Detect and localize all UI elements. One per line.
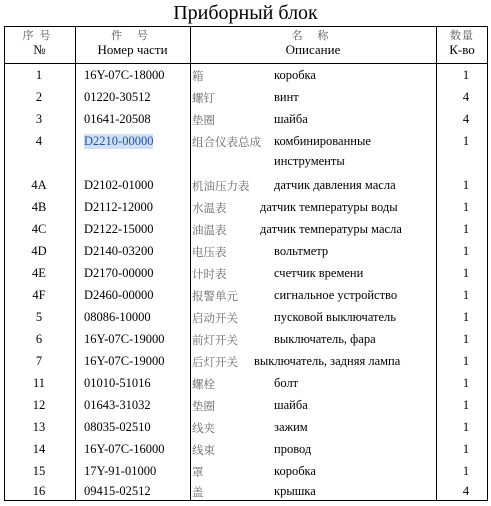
header-part-ru: Номер части	[97, 42, 168, 57]
header-qty	[436, 29, 488, 57]
row-no: 15	[32, 464, 46, 478]
row-name-cn: 螺钉	[192, 93, 215, 105]
row-qty: 1	[462, 398, 470, 412]
row-name-cn: 盖	[192, 487, 204, 499]
header-bottom-rule	[4, 63, 488, 64]
row-description: датчик температуры воды	[260, 200, 398, 214]
parts-table	[4, 26, 488, 506]
row-description: комбинированные	[274, 134, 371, 148]
row-part-number: D2112-12000	[84, 200, 153, 214]
row-part-number: 16Y-07C-19000	[84, 332, 165, 346]
row-description-continued: инструменты	[274, 154, 345, 168]
row-no: 7	[35, 354, 43, 368]
row-description: зажим	[274, 420, 308, 434]
row-description: коробка	[274, 68, 316, 82]
row-description: винт	[274, 90, 299, 104]
row-part-number: 16Y-07C-19000	[84, 354, 165, 368]
row-name-cn: 油温表	[192, 225, 227, 237]
row-description: вольтметр	[274, 244, 329, 258]
row-part-number-highlighted[interactable]: D2210-00000	[84, 134, 154, 148]
row-description: крышка	[274, 484, 316, 498]
table-row	[4, 374, 488, 396]
row-qty: 1	[462, 244, 470, 258]
row-name-cn: 线夹	[192, 423, 215, 435]
row-qty: 1	[462, 266, 470, 280]
row-qty: 1	[462, 464, 470, 478]
row-name-cn: 后灯开关	[192, 357, 238, 369]
row-description: выключатель, фара	[274, 332, 376, 346]
row-name-cn: 螺栓	[192, 379, 215, 391]
row-qty: 1	[462, 332, 470, 346]
row-name-cn: 罩	[192, 467, 204, 479]
row-name-cn: 组合仪表总成	[192, 137, 261, 149]
row-description: пусковой выключатель	[274, 310, 396, 324]
row-no: 16	[32, 484, 46, 498]
row-description: сигнальное устройство	[274, 288, 398, 302]
row-description: выключатель, задняя лампа	[254, 354, 401, 368]
row-no: 2	[35, 90, 43, 104]
row-no: 4A	[31, 178, 47, 192]
row-part-number: 01641-20508	[84, 112, 151, 126]
row-no: 4E	[32, 266, 46, 280]
table-row	[4, 396, 488, 418]
row-part-number: 01010-51016	[84, 376, 151, 390]
row-name-cn: 机油压力表	[192, 181, 250, 193]
table-row	[4, 418, 488, 440]
row-qty: 1	[462, 288, 470, 302]
row-no: 5	[35, 310, 43, 324]
row-name-cn: 启动开关	[192, 313, 238, 325]
table-row	[4, 66, 488, 88]
table-top-rule	[4, 26, 488, 27]
row-no: 3	[35, 112, 43, 126]
row-qty: 1	[462, 200, 470, 214]
row-part-number: 16Y-07C-16000	[84, 442, 165, 456]
row-no: 4C	[31, 222, 47, 236]
row-qty: 4	[462, 112, 470, 126]
table-row	[4, 482, 488, 504]
row-qty: 4	[462, 90, 470, 104]
row-description: шайба	[274, 398, 308, 412]
row-qty: 1	[462, 178, 470, 192]
table-row	[4, 176, 488, 198]
row-part-number: D2140-03200	[84, 244, 154, 258]
row-description: датчик давления масла	[274, 178, 396, 192]
table-row	[4, 220, 488, 242]
row-part-number: 08086-10000	[84, 310, 151, 324]
table-row	[4, 330, 488, 352]
row-no: 4B	[31, 200, 47, 214]
header-no-cn: 序号	[22, 30, 57, 42]
row-description: коробка	[274, 464, 316, 478]
row-name-cn: 报警单元	[192, 291, 238, 303]
row-no: 13	[32, 420, 46, 434]
row-no: 4	[35, 134, 43, 148]
row-part-number: D2460-00000	[84, 288, 154, 302]
table-row	[4, 440, 488, 462]
row-part-number: 09415-02512	[84, 484, 151, 498]
row-description: болт	[274, 376, 299, 390]
row-qty: 1	[462, 420, 470, 434]
row-no: 12	[32, 398, 46, 412]
row-description: счетчик времени	[274, 266, 364, 280]
row-qty: 1	[462, 354, 470, 368]
table-row	[4, 88, 488, 110]
row-part-number: 08035-02510	[84, 420, 151, 434]
row-part-number: 01643-31032	[84, 398, 151, 412]
row-no: 4F	[32, 288, 46, 302]
row-part-number: 16Y-07C-18000	[84, 68, 165, 82]
header-part-cn: 件 号	[111, 30, 154, 42]
row-part-number: D2170-00000	[84, 266, 154, 280]
row-description: шайба	[274, 112, 308, 126]
row-qty: 1	[462, 134, 470, 148]
table-row	[4, 198, 488, 220]
row-part-number: D2102-01000	[84, 178, 154, 192]
header-qty-cn: 数量	[450, 30, 474, 42]
table-row	[4, 286, 488, 308]
row-description: датчик температуры масла	[260, 222, 402, 236]
table-row	[4, 242, 488, 264]
row-qty: 4	[462, 484, 470, 498]
header-desc-ru: Описание	[285, 42, 341, 57]
row-part-number: D2122-15000	[84, 222, 154, 236]
header-desc	[190, 29, 436, 57]
row-name-cn: 水温表	[192, 203, 227, 215]
page-title: Приборный блок	[173, 2, 318, 24]
row-name-cn: 箱	[192, 71, 204, 83]
row-qty: 1	[462, 222, 470, 236]
header-qty-ru: К-во	[449, 42, 475, 57]
row-name-cn: 前灯开关	[192, 335, 238, 347]
row-no: 6	[35, 332, 43, 346]
row-no: 4D	[31, 244, 47, 258]
row-description: провод	[274, 442, 312, 456]
table-row	[4, 110, 488, 132]
header-desc-cn: 名 称	[291, 30, 335, 42]
table-row	[4, 264, 488, 286]
table-row	[4, 132, 488, 172]
table-row	[4, 352, 488, 374]
row-name-cn: 垫圈	[192, 401, 215, 413]
row-part-number: 17Y-91-01000	[84, 464, 157, 478]
row-part-number: 01220-30512	[84, 90, 151, 104]
row-qty: 1	[462, 442, 470, 456]
row-no: 1	[35, 68, 43, 82]
row-qty: 1	[462, 68, 470, 82]
table-row	[4, 308, 488, 330]
row-no: 11	[32, 376, 46, 390]
header-no	[4, 29, 75, 57]
header-no-ru: №	[33, 42, 46, 57]
row-name-cn: 电压表	[192, 247, 227, 259]
row-qty: 1	[462, 376, 470, 390]
row-name-cn: 计时表	[192, 269, 227, 281]
row-name-cn: 线束	[192, 445, 215, 457]
row-qty: 1	[462, 310, 470, 324]
header-part	[75, 29, 190, 57]
row-name-cn: 垫圈	[192, 115, 215, 127]
table-row	[4, 462, 488, 484]
row-no: 14	[32, 442, 46, 456]
